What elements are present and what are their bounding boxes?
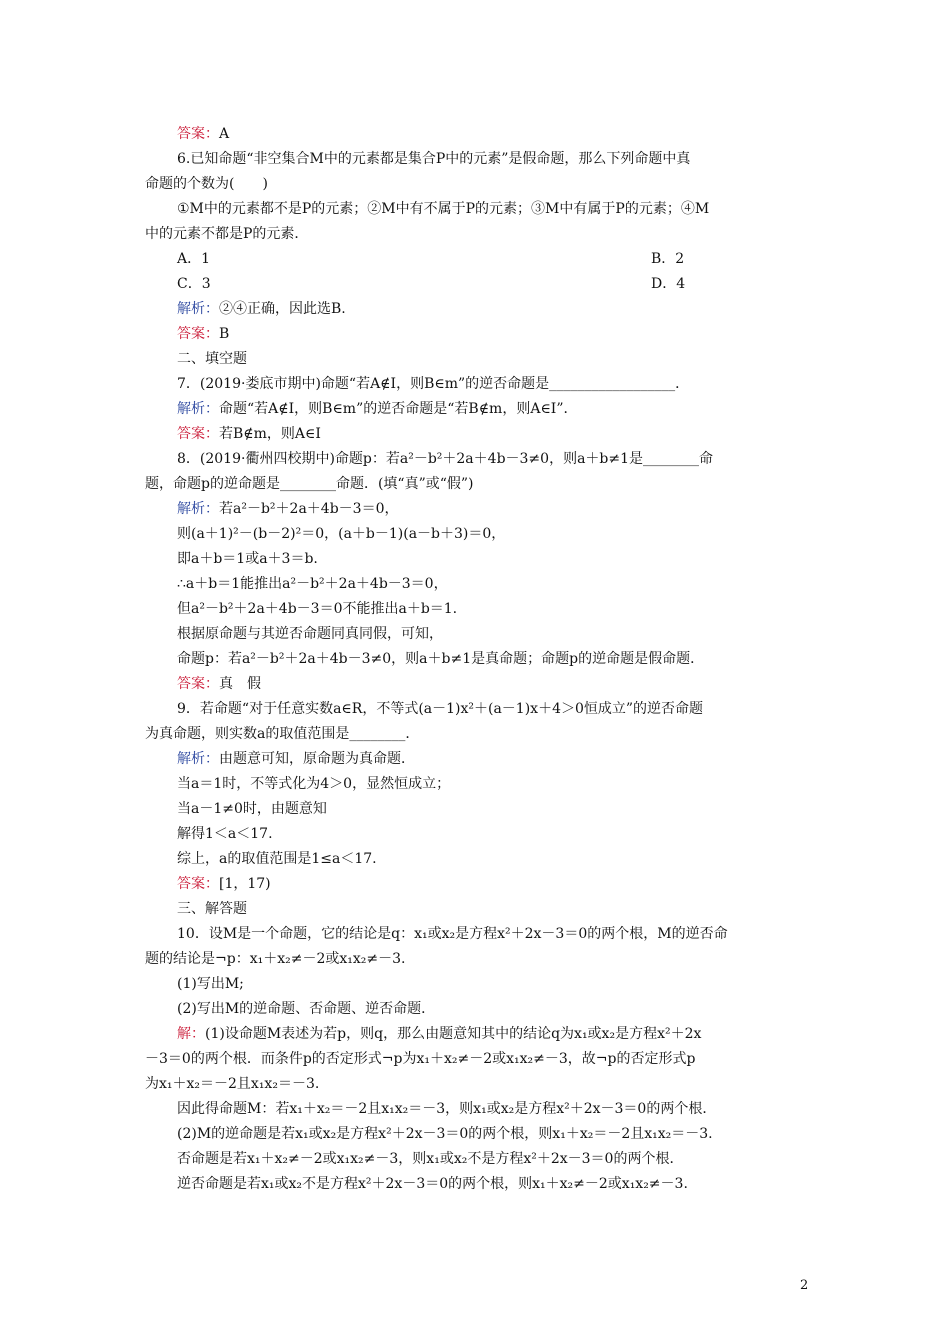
line-text: 中的元素不都是P的元素．	[145, 226, 309, 242]
solution-8-step-1	[177, 524, 505, 544]
answer-line-8	[177, 674, 261, 694]
analysis-line-9	[177, 749, 415, 769]
line-text: 若B∉m，则A∈I	[219, 426, 321, 442]
answer-line-6	[177, 324, 229, 344]
line-text: ①M中的元素都不是P的元素；②M中有不属于P的元素；③M中有属于P的元素；④M	[177, 201, 710, 217]
line-text: 6.已知命题“非空集合M中的元素都是集合P中的元素”是假命题，那么下列命题中真	[177, 151, 691, 167]
line-text: ②④正确，因此选B.	[219, 301, 346, 317]
line-text: 若a²－b²＋2a＋4b－3＝0，	[219, 501, 399, 517]
solution-8-step-5	[177, 624, 443, 644]
line-text: 解得1＜a＜17.	[177, 826, 273, 842]
section-heading-fill-in	[177, 349, 247, 369]
question-10-line-2	[145, 949, 405, 969]
line-text: 根据原命题与其逆否命题同真同假，可知，	[177, 626, 443, 642]
section-heading-solve	[177, 899, 247, 919]
solution-9-step-3	[177, 824, 273, 844]
line-text: 因此得命题M：若x₁＋x₂＝－2且x₁x₂＝－3，则x₁或x₂是方程x²＋2x－3＝0的两个根．	[177, 1101, 717, 1117]
solution-10-line-2	[145, 1049, 695, 1069]
line-text: A	[219, 126, 230, 142]
line-text: 命题“若A∉I，则B∈m”的逆否命题是“若B∉m，则A∈I”．	[219, 401, 578, 417]
answer-line-9	[177, 874, 271, 894]
analysis-line-7	[177, 399, 578, 419]
line-text: (1)写出M;	[177, 976, 244, 992]
line-text: ∴a＋b＝1能推出a²－b²＋2a＋4b－3＝0，	[177, 576, 448, 592]
question-10-part-2	[177, 999, 435, 1019]
line-text: 为x₁＋x₂＝－2且x₁x₂＝－3.	[145, 1076, 320, 1092]
solution-9-step-2	[177, 799, 327, 819]
line-text: (2)写出M的逆命题、否命题、逆否命题．	[177, 1001, 436, 1017]
line-text: 但a²－b²＋2a＋4b－3＝0不能推出a＋b＝1.	[177, 601, 458, 617]
answer-label: 答案：	[177, 126, 219, 142]
line-text: 三、解答题	[177, 901, 247, 917]
question-6-line-1	[177, 149, 690, 169]
line-text: 即a＋b＝1或a＋3＝b.	[177, 551, 318, 567]
line-text: 为真命题，则实数a的取值范围是________．	[145, 726, 420, 742]
answer-label: 答案：	[177, 426, 219, 442]
line-text: 7．(2019·娄底市期中)命题“若A∉I，则B∈m”的逆否命题是__________________．	[177, 376, 690, 392]
question-9-line-2	[145, 724, 419, 744]
analysis-line-6	[177, 299, 346, 319]
analysis-line-8	[177, 499, 398, 519]
solution-10-inverse	[177, 1149, 683, 1169]
option-d: D．4	[651, 276, 686, 292]
question-6-statements-line-1	[177, 199, 709, 219]
question-6-options-cd	[177, 274, 686, 294]
line-text: 题，命题p的逆命题是________命题．(填“真”或“假”)	[145, 476, 474, 492]
question-8-line-2	[145, 474, 474, 494]
analysis-label: 解析：	[177, 401, 219, 417]
analysis-label: 解析：	[177, 751, 219, 767]
answer-line-5	[177, 124, 229, 144]
line-text: 当a＝1时，不等式化为4＞0，显然恒成立；	[177, 776, 451, 792]
solution-9-step-4	[177, 849, 377, 869]
line-text: 则(a＋1)²－(b－2)²＝0，(a＋b－1)(a－b＋3)＝0，	[177, 526, 506, 542]
option-a: A．1	[177, 251, 211, 267]
line-text: 由题意可知，原命题为真命题．	[219, 751, 415, 767]
question-6-options-ab	[177, 249, 685, 269]
question-9-line-1	[177, 699, 703, 719]
question-8-line-1	[177, 449, 713, 469]
question-6-statements-line-2	[145, 224, 308, 244]
question-10-part-1	[177, 974, 244, 994]
analysis-label: 解析：	[177, 301, 219, 317]
option-c: C．3	[177, 276, 211, 292]
solution-8-step-6	[177, 649, 704, 669]
line-text: 真 假	[219, 676, 261, 692]
answer-label: 答案：	[177, 676, 219, 692]
line-text: 当a－1≠0时，由题意知	[177, 801, 327, 817]
analysis-label: 解析：	[177, 501, 219, 517]
answer-line-7	[177, 424, 321, 444]
line-text: 逆否命题是若x₁或x₂不是方程x²＋2x－3＝0的两个根，则x₁＋x₂≠－2或x₁x₂≠－3.	[177, 1176, 688, 1192]
line-text: 命题的个数为( )	[145, 176, 268, 192]
answer-label: 答案：	[177, 876, 219, 892]
solution-10-line-1	[177, 1024, 701, 1044]
line-text: 10．设M是一个命题，它的结论是q：x₁或x₂是方程x²＋2x－3＝0的两个根，M的逆否命	[177, 926, 728, 942]
page-number: 2	[800, 1278, 809, 1293]
line-text: 命题p：若a²－b²＋2a＋4b－3≠0，则a＋b≠1是真命题；命题p的逆命题是假命题．	[177, 651, 705, 667]
solution-10-line-3	[145, 1074, 319, 1094]
line-text: [1，17)	[219, 876, 271, 892]
solution-8-step-4	[177, 599, 457, 619]
line-text: 综上，a的取值范围是1≤a＜17.	[177, 851, 377, 867]
line-text: 8．(2019·衢州四校期中)命题p：若a²－b²＋2a＋4b－3≠0，则a＋b≠1是________命	[177, 451, 714, 467]
solution-8-step-2	[177, 549, 318, 569]
line-text: －3＝0的两个根．而条件p的否定形式¬p为x₁＋x₂≠－2或x₁x₂≠－3，故¬p的否定形式p	[145, 1051, 696, 1067]
line-text: 否命题是若x₁＋x₂≠－2或x₁x₂≠－3，则x₁或x₂不是方程x²＋2x－3＝0的两个根．	[177, 1151, 684, 1167]
question-7-line-1	[177, 374, 689, 394]
question-10-line-1	[177, 924, 728, 944]
answer-label: 答案：	[177, 326, 219, 342]
line-text: 二、填空题	[177, 351, 247, 367]
solution-9-step-1	[177, 774, 450, 794]
question-6-line-2	[145, 174, 268, 194]
line-text: (1)设命题M表述为若p，则q，那么由题意知其中的结论q为x₁或x₂是方程x²＋2x	[205, 1026, 702, 1042]
line-text: 题的结论是¬p：x₁＋x₂≠－2或x₁x₂≠－3.	[145, 951, 406, 967]
option-b: B．2	[651, 251, 685, 267]
line-text: 9．若命题“对于任意实数a∈R，不等式(a－1)x²＋(a－1)x＋4＞0恒成立”的逆否命题	[177, 701, 704, 717]
line-text: B	[219, 326, 230, 342]
solution-10-line-4	[177, 1099, 716, 1119]
solution-label: 解：	[177, 1026, 205, 1042]
solution-10-contrapositive	[177, 1174, 688, 1194]
solution-8-step-3	[177, 574, 448, 594]
solution-10-converse	[177, 1124, 713, 1144]
line-text: (2)M的逆命题是若x₁或x₂是方程x²＋2x－3＝0的两个根，则x₁＋x₂＝－2且x₁x₂＝－3.	[177, 1126, 713, 1142]
